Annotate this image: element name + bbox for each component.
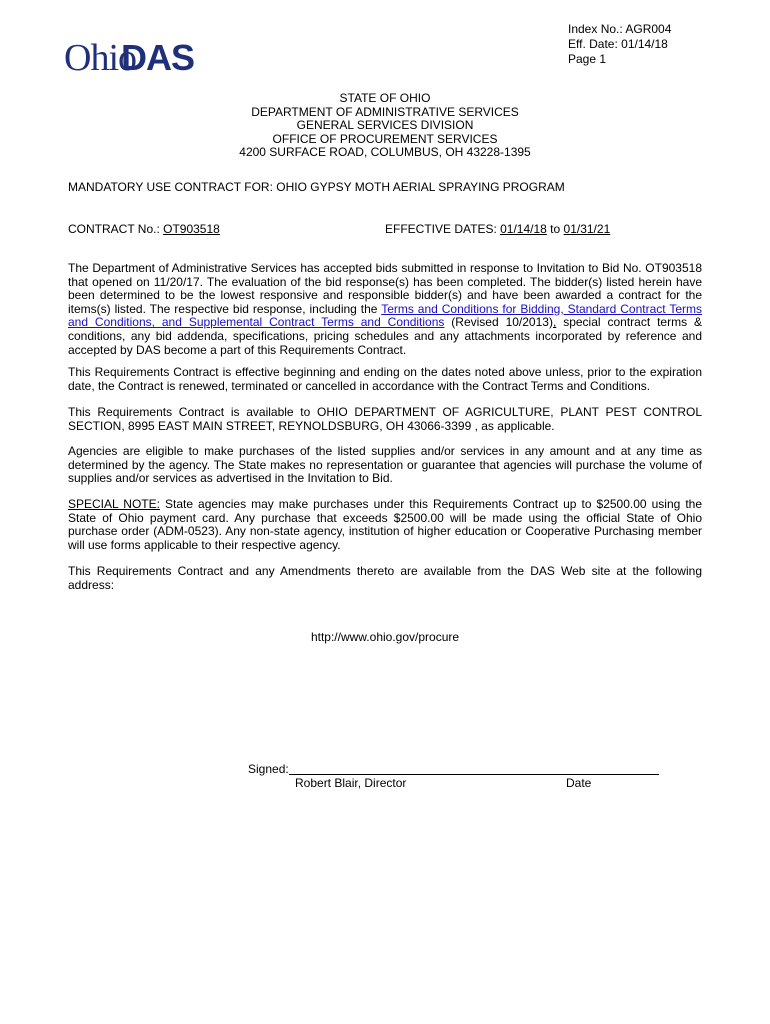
- terms-conditions-link[interactable]: Terms and Conditions for Bidding, Standard Contract Terms and Conditions, and Supplemental Contract Terms and Conditions: [68, 301, 702, 330]
- contract-line: [68, 222, 702, 236]
- index-number: Index No.: AGR004: [568, 22, 672, 36]
- index-info: [568, 22, 671, 67]
- paragraph-award-tail: special contract terms & conditions, any bid addenda, specifications, pricing schedules and any attachments incorporated by reference and accepted by DAS become a part of this Requirements Contract.: [68, 315, 702, 357]
- heading-line-4: OFFICE OF PROCUREMENT SERVICES: [272, 131, 498, 146]
- signed-label: Signed:: [248, 762, 289, 776]
- effective-to: to: [546, 222, 564, 236]
- signature-line: [289, 774, 659, 775]
- paragraph-eligibility: Agencies are eligible to make purchases of the listed supplies and/or services in any amount and at any time as determined by the agency. The State makes no representation or guarantee that agencies will purchase the volume of supplies and/or services as advertised in the Invitation to Bid.: [68, 444, 702, 486]
- heading-line-5: 4200 SURFACE ROAD, COLUMBUS, OH 43228-1395: [239, 145, 531, 160]
- heading-line-1: STATE OF OHIO: [339, 91, 431, 105]
- contract-no-label: CONTRACT No.:: [68, 222, 164, 236]
- paragraph-award-text: The Department of Administrative Services has accepted bids submitted in response to Invitation to Bid No. OT903518 that opened on 11/20/17. The evaluation of the bid response(s) has been completed. The bidder(s) listed herein have been determined to be the lowest responsive and responsible bidder(s) and have been awarded a contract for the items(s) listed. The respective bid response, including the: [68, 261, 702, 316]
- revised-comma: ,: [552, 315, 557, 330]
- effective-label: EFFECTIVE DATES:: [385, 222, 501, 236]
- logo-das-text: DAS: [121, 37, 195, 78]
- revised-note: (Revised 10/2013): [444, 315, 553, 330]
- logo-ohio-text: Ohio: [64, 37, 136, 79]
- date-label: Date: [566, 776, 592, 790]
- effective-start: 01/14/18: [500, 222, 547, 236]
- heading-line-2: DEPARTMENT OF ADMINISTRATIVE SERVICES: [251, 104, 519, 119]
- signer-name: Robert Blair, Director: [295, 776, 407, 790]
- heading-line-3: GENERAL SERVICES DIVISION: [296, 118, 474, 133]
- special-note-label: SPECIAL NOTE:: [68, 497, 160, 511]
- contract-for: MANDATORY USE CONTRACT FOR: OHIO GYPSY MOTH AERIAL SPRAYING PROGRAM: [68, 180, 565, 194]
- effective-dates: [385, 222, 610, 236]
- paragraph-web: This Requirements Contract and any Amendments thereto are available from the DAS Web site at the following address:: [68, 564, 702, 592]
- paragraph-effective: This Requirements Contract is effective beginning and ending on the dates noted above unless, prior to the expiration date, the Contract is renewed, terminated or cancelled in accordance with the Contract Terms and Conditions.: [68, 365, 702, 393]
- effective-end: 01/31/21: [563, 222, 611, 236]
- ohio-das-logo: [64, 34, 195, 79]
- effective-date: Eff. Date: 01/14/18: [568, 37, 668, 51]
- paragraph-award: [68, 262, 702, 357]
- paragraph-availability: This Requirements Contract is available to OHIO DEPARTMENT OF AGRICULTURE, PLANT PEST CONTROL SECTION, 8995 EAST MAIN STREET, REYNOLDSBURG, OH 43066-3399 , as applicable.: [68, 405, 702, 433]
- contract-no-value: OT903518: [163, 222, 220, 236]
- special-note-text: State agencies may make purchases under this Requirements Contract up to $2500.00 using the State of Ohio payment card. Any purchase that exceeds $2500.00 will be made using the official State of Ohio purchase order (ADM-0523). Any non-state agency, institution of higher education or Cooperative Purchasing member will use forms applicable to their respective agency.: [68, 497, 702, 552]
- agency-heading: [0, 92, 770, 160]
- paragraph-special-note: [68, 498, 702, 552]
- procure-url[interactable]: http://www.ohio.gov/procure: [310, 630, 460, 644]
- page-number: Page 1: [568, 52, 607, 66]
